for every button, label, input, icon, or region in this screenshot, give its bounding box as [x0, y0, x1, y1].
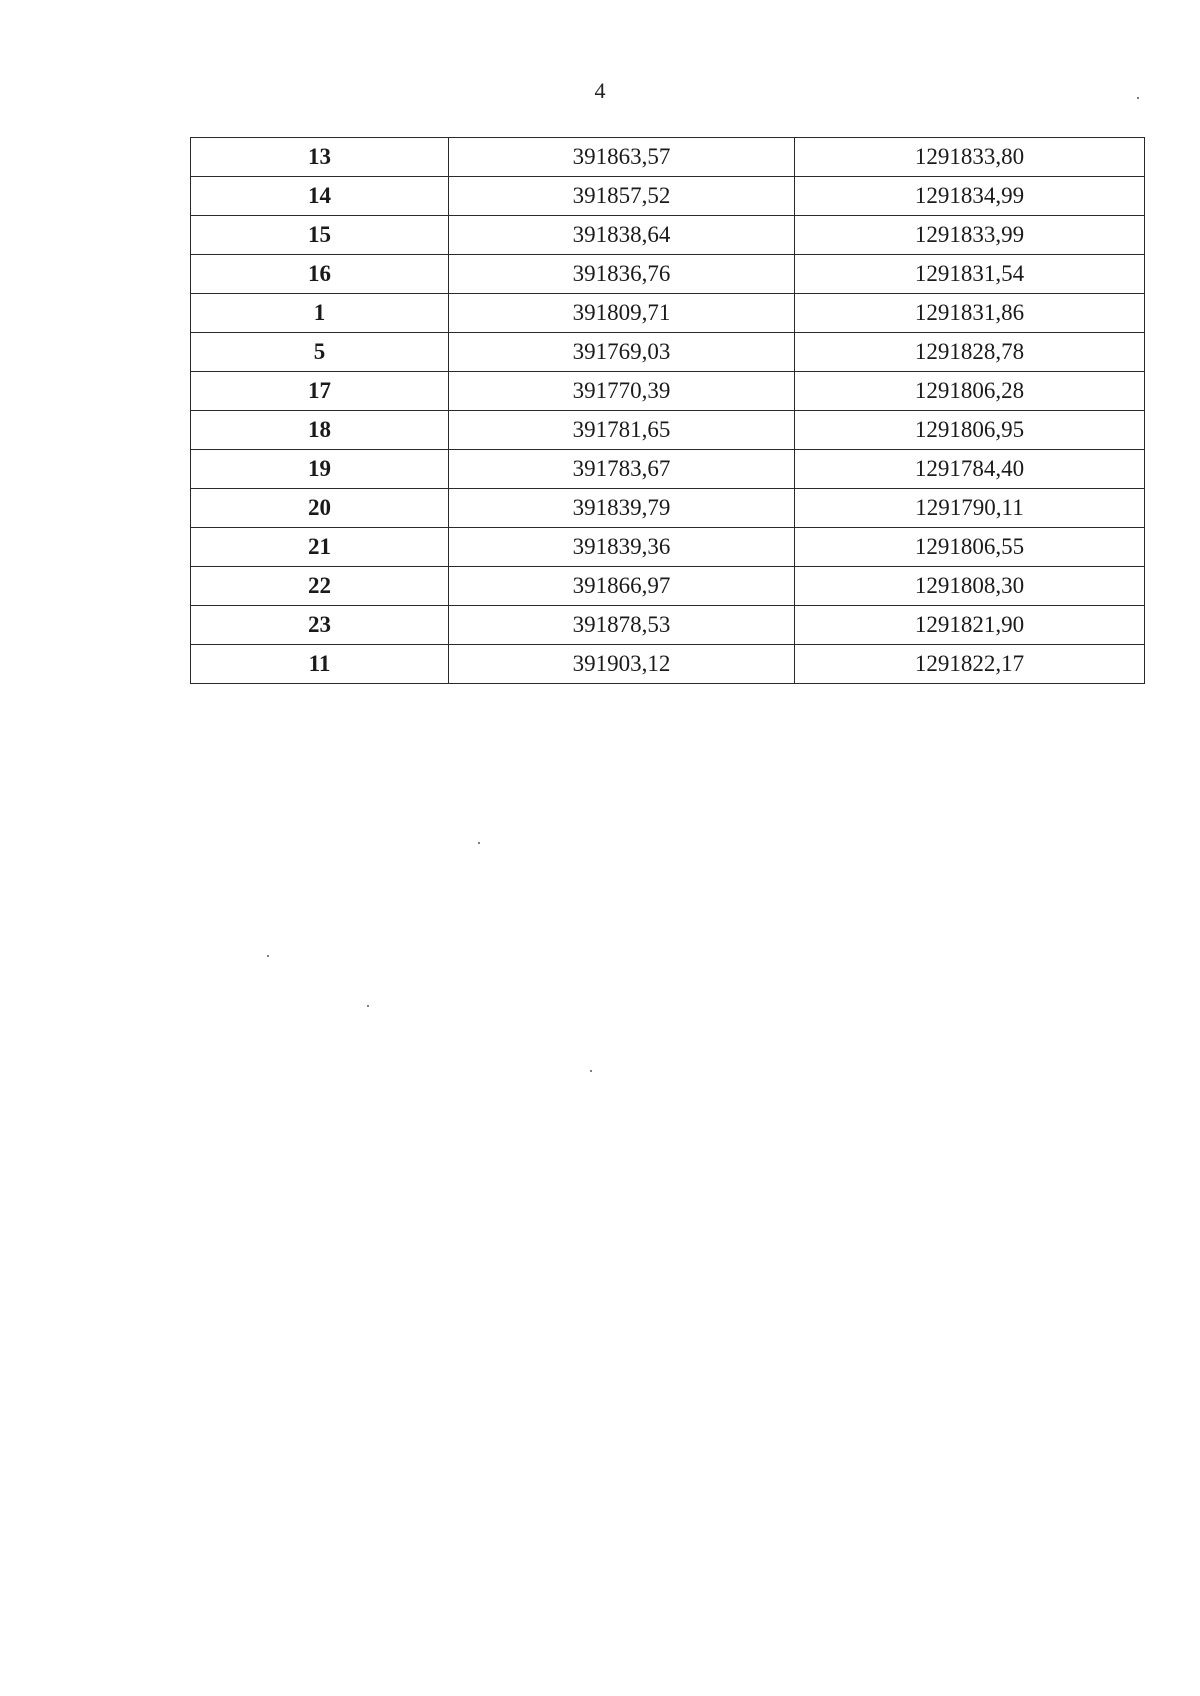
table-row	[191, 255, 1145, 294]
y-coordinate-cell: 1291833,99	[795, 216, 1145, 255]
x-coordinate-cell: 391783,67	[449, 450, 795, 489]
x-coordinate-cell: 391781,65	[449, 411, 795, 450]
point-number-cell: 20	[191, 489, 449, 528]
point-number-cell: 22	[191, 567, 449, 606]
table-row	[191, 411, 1145, 450]
table-row	[191, 294, 1145, 333]
y-coordinate-cell: 1291828,78	[795, 333, 1145, 372]
point-number-cell: 21	[191, 528, 449, 567]
y-coordinate-cell: 1291808,30	[795, 567, 1145, 606]
page-number: 4	[594, 78, 606, 103]
y-coordinate-cell: 1291806,95	[795, 411, 1145, 450]
table-row	[191, 606, 1145, 645]
point-number-cell: 11	[191, 645, 449, 684]
table-row	[191, 528, 1145, 567]
scan-speck	[267, 955, 269, 957]
scan-speck	[367, 1005, 369, 1007]
point-number-cell: 18	[191, 411, 449, 450]
y-coordinate-cell: 1291831,54	[795, 255, 1145, 294]
x-coordinate-cell: 391809,71	[449, 294, 795, 333]
y-coordinate-cell: 1291821,90	[795, 606, 1145, 645]
point-number-cell: 14	[191, 177, 449, 216]
x-coordinate-cell: 391770,39	[449, 372, 795, 411]
point-number-cell: 19	[191, 450, 449, 489]
table-row	[191, 645, 1145, 684]
table-row	[191, 372, 1145, 411]
x-coordinate-cell: 391903,12	[449, 645, 795, 684]
y-coordinate-cell: 1291822,17	[795, 645, 1145, 684]
scan-speck	[590, 1070, 592, 1072]
table-row	[191, 216, 1145, 255]
table-row	[191, 567, 1145, 606]
x-coordinate-cell: 391839,36	[449, 528, 795, 567]
y-coordinate-cell: 1291784,40	[795, 450, 1145, 489]
y-coordinate-cell: 1291831,86	[795, 294, 1145, 333]
point-number-cell: 13	[191, 138, 449, 177]
x-coordinate-cell: 391836,76	[449, 255, 795, 294]
point-number-cell: 5	[191, 333, 449, 372]
x-coordinate-cell: 391839,79	[449, 489, 795, 528]
point-number-cell: 23	[191, 606, 449, 645]
x-coordinate-cell: 391857,52	[449, 177, 795, 216]
point-number-cell: 15	[191, 216, 449, 255]
y-coordinate-cell: 1291834,99	[795, 177, 1145, 216]
scan-speck	[478, 842, 480, 844]
x-coordinate-cell: 391863,57	[449, 138, 795, 177]
table-row	[191, 489, 1145, 528]
coordinates-table	[190, 137, 1145, 684]
point-number-cell: 1	[191, 294, 449, 333]
x-coordinate-cell: 391838,64	[449, 216, 795, 255]
table-row	[191, 138, 1145, 177]
y-coordinate-cell: 1291806,28	[795, 372, 1145, 411]
table-row	[191, 450, 1145, 489]
y-coordinate-cell: 1291833,80	[795, 138, 1145, 177]
point-number-cell: 16	[191, 255, 449, 294]
x-coordinate-cell: 391878,53	[449, 606, 795, 645]
x-coordinate-cell: 391769,03	[449, 333, 795, 372]
table-row	[191, 177, 1145, 216]
y-coordinate-cell: 1291790,11	[795, 489, 1145, 528]
scan-speck	[1137, 97, 1139, 99]
x-coordinate-cell: 391866,97	[449, 567, 795, 606]
y-coordinate-cell: 1291806,55	[795, 528, 1145, 567]
point-number-cell: 17	[191, 372, 449, 411]
table-row	[191, 333, 1145, 372]
